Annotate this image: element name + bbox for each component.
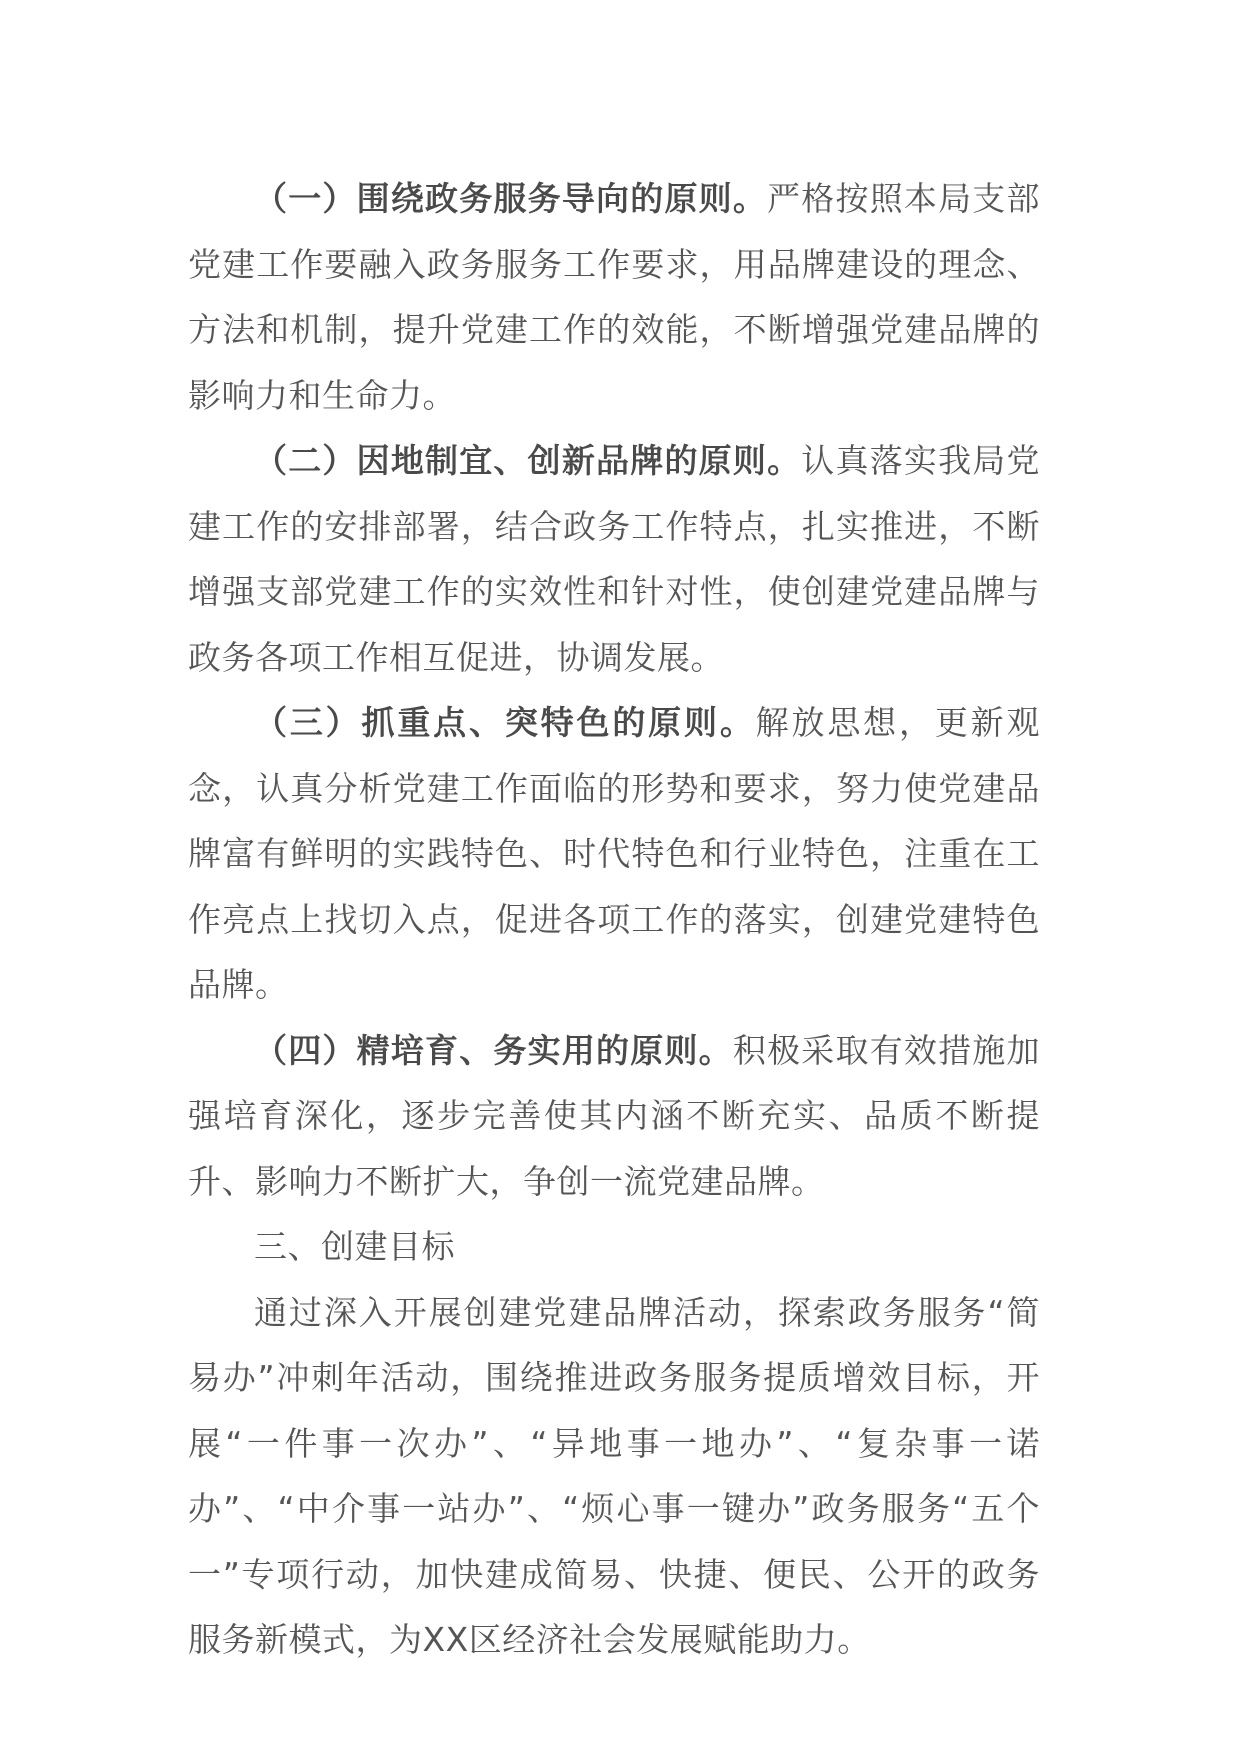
principle-3-text: 解放思想，更新观念，认真分析党建工作面临的形势和要求，努力使党建品牌富有鲜明的实践特色、时代特色和行业特色，注重在工作亮点上找切入点，促进各项工作的落实，创建党建特色品牌。 xyxy=(188,703,1041,1004)
principle-paragraph-1 xyxy=(188,166,1040,428)
principle-2-text: 认真落实我局党建工作的安排部署，结合政务工作特点，扎实推进，不断增强支部党建工作的实效性和针对性，使创建党建品牌与政务各项工作相互促进，协调发展。 xyxy=(188,441,1041,677)
section-heading-goals: 三、创建目标 xyxy=(254,1227,455,1266)
principle-paragraph-4 xyxy=(188,1018,1040,1215)
principle-4-text: 积极采取有效措施加强培育深化，逐步完善使其内涵不断充实、品质不断提升、影响力不断扩大，争创一流党建品牌。 xyxy=(188,1030,1041,1201)
document-body xyxy=(188,166,1040,1673)
goals-paragraph: 通过深入开展创建党建品牌活动，探索政务服务“简易办”冲刺年活动，围绕推进政务服务提质增效目标，开展“一件事一次办”、“异地事一地办”、“复杂事一诺办”、“中介事一站办”、“烦心事一键办”政务服务“五个一”专项行动，加快建成简易、快捷、便民、公开的政务服务新模式，为XX区经济社会发展赋能助力。 xyxy=(188,1292,1040,1659)
principle-1-text: 严格按照本局支部党建工作要融入政务服务工作要求，用品牌建设的理念、方法和机制，提升党建工作的效能，不断增强党建品牌的影响力和生命力。 xyxy=(188,179,1041,415)
principle-4-title: （四）精培育、务实用的原则。 xyxy=(254,1030,733,1070)
principle-paragraph-2 xyxy=(188,428,1040,690)
principle-3-title: （三）抓重点、突特色的原则。 xyxy=(254,703,756,742)
principle-1-title: （一）围绕政务服务导向的原则。 xyxy=(254,179,768,218)
principle-2-title: （二）因地制宜、创新品牌的原则。 xyxy=(254,441,802,480)
principle-paragraph-3 xyxy=(188,690,1040,1018)
